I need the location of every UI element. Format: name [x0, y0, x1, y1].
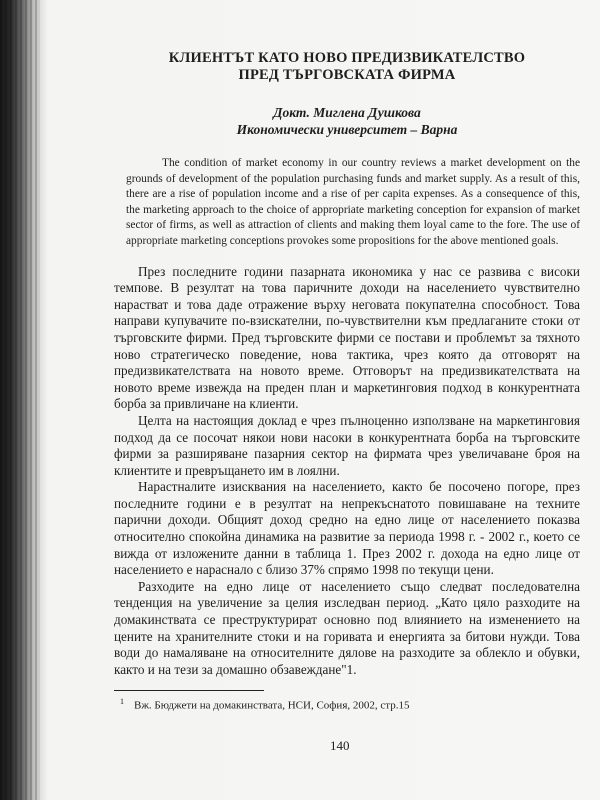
author-affiliation: Икономически университет – Варна [236, 122, 458, 137]
body-paragraph-3: Нарастналите изисквания на населението, както бе посочено погоре, през последните години е в резултат на непрекъснатото повишаване на техните парични доходи. Общият доход средно на едно лице от населението показва относително спокойна динамика на развитие за периода 1998 г. - 2002 г., което се вижда от изложените данни в таблица 1. През 2002 г. дохода на едно лице от населението е нараснало с близо 37% спрямо 1998 по текущи цени. [114, 479, 580, 578]
body-paragraph-4: Разходите на едно лице от населението също следват последователна тенденция на увеличение за целия изследван период. „Като цяло разходите на домакинствата се преструктурират основно под влиянието на изменението на цените на хранителните стоки и на горивата и енергията за битови нужди. Това води до намаляване на относителните дялове на разходите за облекло и обувки, както и на тези за домашно обзавеждане"1. [114, 578, 580, 677]
page-number: 140 [330, 738, 350, 753]
article-title-line-2: ПРЕД ТЪРГОВСКАТА ФИРМА [238, 67, 456, 83]
english-abstract: The condition of market economy in our country reviews a market development on the grounds of development of the population purchasing funds and market supply. As a result of this, there are a rise of population income and a rise of per capita expenses. As a consequence of this, the marketing approach to the choice of appropriate marketing conception for expansion of market sector of firms, as well as attraction of clients and making them loyal came to the fore. The use of appropriate marketing conceptions provokes some propositions for the above mentioned goals. [126, 157, 580, 247]
body-paragraph-1: През последните години пазарната икономика у нас се развива с високи темпове. В резултат на това паричните доходи на населението чувствително нарастват и това даде отражение върху неговата покупателна способност. Това направи купувачите по-взискателни, по-чувствителни към предлаганите стоки от търговските фирми. Пред търговските фирми се постави и проблемът за тяхното ново стратегическо поведение, нова тактика, чрез която да отговорят на предизвикателствата на новото време. Отговорът на предизвикателствата на новото време извежда на преден план и маркетинговия подход в конкурентната борба за привличане на клиенти. [114, 263, 580, 412]
page-content [114, 50, 580, 713]
author-name: Докт. Миглена Душкова [273, 105, 421, 120]
footnote-marker: 1 [120, 697, 124, 707]
article-body [114, 264, 580, 679]
footnote-divider [114, 690, 264, 691]
body-paragraph-2: Целта на настоящия доклад е чрез пълноценно използване на маркетинговия подход да се посочат някои нови насоки в конкурентната борба на търговските фирми за разширяване пазарния сектор на фирмата чрез увеличаване броя на клиентите и превръщането им в лоялни. [114, 412, 580, 478]
footnote-text: Вж. Бюджети на домакинствата, НСИ, София, 2002, стр.15 [134, 700, 410, 713]
footnote [114, 695, 580, 713]
book-spine-shadow [0, 0, 40, 800]
article-title-line-1: КЛИЕНТЪТ КАТО НОВО ПРЕДИЗВИКАТЕЛСТВО [168, 50, 526, 66]
